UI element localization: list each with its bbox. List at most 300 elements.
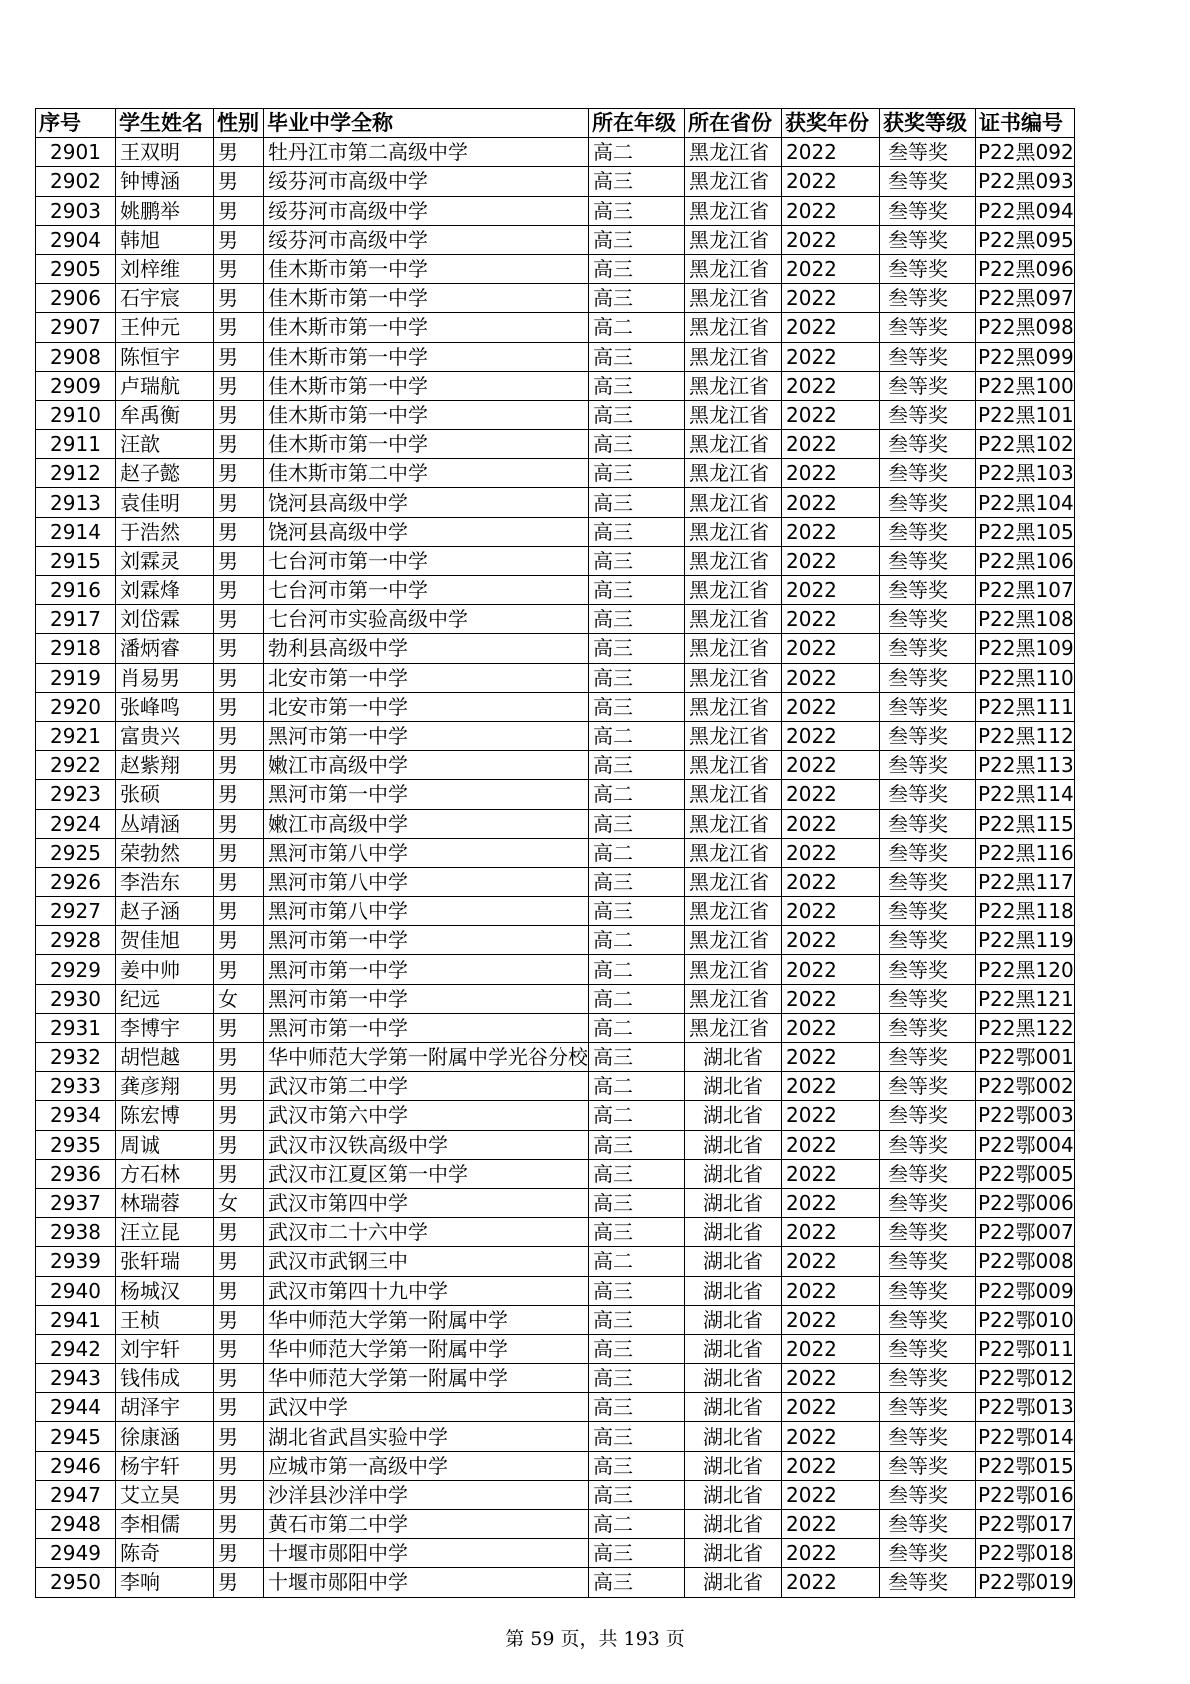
cell-cert: P22鄂003 <box>976 1101 1075 1130</box>
cell-school: 黑河市第一中学 <box>264 1013 589 1042</box>
cell-name: 杨宇轩 <box>116 1451 214 1480</box>
cell-year: 2022 <box>782 167 880 196</box>
cell-serial: 2942 <box>36 1334 116 1363</box>
table-row <box>36 284 1075 313</box>
cell-grade: 高三 <box>589 692 685 721</box>
cell-school: 华中师范大学第一附属中学 <box>264 1364 589 1393</box>
cell-name: 陈奇 <box>116 1539 214 1568</box>
cell-name: 刘霖烽 <box>116 576 214 605</box>
cell-year: 2022 <box>782 576 880 605</box>
cell-name: 徐康涵 <box>116 1422 214 1451</box>
cell-grade: 高二 <box>589 838 685 867</box>
cell-cert: P22鄂009 <box>976 1276 1075 1305</box>
cell-level: 叁等奖 <box>880 196 976 225</box>
cell-serial: 2919 <box>36 663 116 692</box>
cell-name: 赵紫翔 <box>116 751 214 780</box>
cell-serial: 2922 <box>36 751 116 780</box>
cell-gender: 女 <box>214 1188 264 1217</box>
cell-school: 饶河县高级中学 <box>264 517 589 546</box>
cell-cert: P22鄂005 <box>976 1159 1075 1188</box>
cell-year: 2022 <box>782 1247 880 1276</box>
cell-school: 勃利县高级中学 <box>264 634 589 663</box>
cell-grade: 高三 <box>589 1130 685 1159</box>
cell-cert: P22黑104 <box>976 488 1075 517</box>
cell-province: 黑龙江省 <box>685 284 782 313</box>
cell-serial: 2901 <box>36 138 116 167</box>
cell-name: 纪远 <box>116 984 214 1013</box>
cell-serial: 2920 <box>36 692 116 721</box>
table-row <box>36 809 1075 838</box>
cell-province: 湖北省 <box>685 1276 782 1305</box>
cell-grade: 高二 <box>589 955 685 984</box>
table-row <box>36 926 1075 955</box>
cell-name: 龚彦翔 <box>116 1072 214 1101</box>
cell-gender: 男 <box>214 371 264 400</box>
table-row <box>36 721 1075 750</box>
cell-gender: 男 <box>214 400 264 429</box>
cell-gender: 男 <box>214 196 264 225</box>
cell-school: 湖北省武昌实验中学 <box>264 1422 589 1451</box>
cell-gender: 男 <box>214 1043 264 1072</box>
table-row <box>36 634 1075 663</box>
cell-cert: P22黑116 <box>976 838 1075 867</box>
cell-province: 黑龙江省 <box>685 400 782 429</box>
cell-serial: 2907 <box>36 313 116 342</box>
table-row <box>36 1305 1075 1334</box>
cell-gender: 男 <box>214 926 264 955</box>
cell-grade: 高三 <box>589 225 685 254</box>
cell-level: 叁等奖 <box>880 809 976 838</box>
cell-name: 牟禹衡 <box>116 400 214 429</box>
cell-cert: P22黑111 <box>976 692 1075 721</box>
cell-level: 叁等奖 <box>880 1130 976 1159</box>
cell-school: 七台河市第一中学 <box>264 546 589 575</box>
cell-gender: 男 <box>214 1247 264 1276</box>
cell-province: 黑龙江省 <box>685 430 782 459</box>
cell-province: 黑龙江省 <box>685 313 782 342</box>
cell-name: 林瑞蓉 <box>116 1188 214 1217</box>
cell-cert: P22黑110 <box>976 663 1075 692</box>
cell-province: 黑龙江省 <box>685 138 782 167</box>
cell-serial: 2940 <box>36 1276 116 1305</box>
cell-school: 黑河市第八中学 <box>264 867 589 896</box>
cell-cert: P22黑115 <box>976 809 1075 838</box>
cell-province: 黑龙江省 <box>685 605 782 634</box>
table-row <box>36 838 1075 867</box>
cell-name: 于浩然 <box>116 517 214 546</box>
cell-school: 十堰市郧阳中学 <box>264 1539 589 1568</box>
table-row <box>36 1480 1075 1509</box>
table-row <box>36 663 1075 692</box>
cell-level: 叁等奖 <box>880 517 976 546</box>
cell-cert: P22黑108 <box>976 605 1075 634</box>
cell-province: 黑龙江省 <box>685 663 782 692</box>
cell-name: 卢瑞航 <box>116 371 214 400</box>
cell-level: 叁等奖 <box>880 400 976 429</box>
cell-year: 2022 <box>782 1364 880 1393</box>
cell-province: 湖北省 <box>685 1364 782 1393</box>
cell-province: 黑龙江省 <box>685 576 782 605</box>
cell-serial: 2904 <box>36 225 116 254</box>
cell-year: 2022 <box>782 1451 880 1480</box>
cell-grade: 高三 <box>589 517 685 546</box>
cell-gender: 男 <box>214 751 264 780</box>
cell-cert: P22黑093 <box>976 167 1075 196</box>
header-col-year: 获奖年份 <box>782 109 880 138</box>
cell-school: 嫩江市高级中学 <box>264 751 589 780</box>
cell-name: 方石林 <box>116 1159 214 1188</box>
table-row <box>36 1422 1075 1451</box>
cell-serial: 2911 <box>36 430 116 459</box>
table-row <box>36 1013 1075 1042</box>
cell-gender: 男 <box>214 955 264 984</box>
cell-name: 王桢 <box>116 1305 214 1334</box>
cell-school: 武汉市武钢三中 <box>264 1247 589 1276</box>
cell-year: 2022 <box>782 1568 880 1597</box>
cell-serial: 2931 <box>36 1013 116 1042</box>
cell-school: 七台河市第一中学 <box>264 576 589 605</box>
cell-level: 叁等奖 <box>880 371 976 400</box>
cell-gender: 男 <box>214 342 264 371</box>
cell-year: 2022 <box>782 634 880 663</box>
table-row <box>36 1364 1075 1393</box>
cell-serial: 2944 <box>36 1393 116 1422</box>
cell-serial: 2936 <box>36 1159 116 1188</box>
table-row <box>36 167 1075 196</box>
cell-gender: 男 <box>214 1451 264 1480</box>
cell-name: 钟博涵 <box>116 167 214 196</box>
cell-cert: P22黑102 <box>976 430 1075 459</box>
cell-name: 肖易男 <box>116 663 214 692</box>
cell-year: 2022 <box>782 1305 880 1334</box>
table-row <box>36 313 1075 342</box>
cell-serial: 2947 <box>36 1480 116 1509</box>
cell-serial: 2927 <box>36 897 116 926</box>
table-header-row <box>36 109 1075 138</box>
cell-year: 2022 <box>782 225 880 254</box>
cell-gender: 男 <box>214 809 264 838</box>
cell-year: 2022 <box>782 138 880 167</box>
cell-school: 华中师范大学第一附属中学 <box>264 1334 589 1363</box>
cell-level: 叁等奖 <box>880 984 976 1013</box>
cell-gender: 男 <box>214 546 264 575</box>
table-row <box>36 342 1075 371</box>
table-row <box>36 1451 1075 1480</box>
cell-school: 黑河市第一中学 <box>264 955 589 984</box>
cell-gender: 男 <box>214 459 264 488</box>
cell-name: 刘梓维 <box>116 254 214 283</box>
cell-school: 佳木斯市第一中学 <box>264 313 589 342</box>
cell-level: 叁等奖 <box>880 1072 976 1101</box>
cell-serial: 2916 <box>36 576 116 605</box>
cell-cert: P22鄂006 <box>976 1188 1075 1217</box>
cell-grade: 高三 <box>589 1393 685 1422</box>
cell-level: 叁等奖 <box>880 1247 976 1276</box>
cell-province: 黑龙江省 <box>685 692 782 721</box>
table-row <box>36 196 1075 225</box>
cell-year: 2022 <box>782 605 880 634</box>
cell-name: 李相儒 <box>116 1510 214 1539</box>
cell-grade: 高三 <box>589 1364 685 1393</box>
cell-serial: 2910 <box>36 400 116 429</box>
cell-grade: 高三 <box>589 751 685 780</box>
cell-cert: P22鄂017 <box>976 1510 1075 1539</box>
cell-province: 黑龙江省 <box>685 196 782 225</box>
cell-school: 十堰市郧阳中学 <box>264 1568 589 1597</box>
table-row <box>36 1101 1075 1130</box>
cell-cert: P22黑118 <box>976 897 1075 926</box>
cell-serial: 2933 <box>36 1072 116 1101</box>
cell-serial: 2946 <box>36 1451 116 1480</box>
cell-province: 湖北省 <box>685 1393 782 1422</box>
cell-grade: 高三 <box>589 342 685 371</box>
cell-name: 荣勃然 <box>116 838 214 867</box>
cell-province: 黑龙江省 <box>685 459 782 488</box>
cell-grade: 高三 <box>589 546 685 575</box>
cell-year: 2022 <box>782 196 880 225</box>
cell-year: 2022 <box>782 459 880 488</box>
cell-province: 湖北省 <box>685 1305 782 1334</box>
cell-year: 2022 <box>782 663 880 692</box>
cell-school: 黑河市第一中学 <box>264 984 589 1013</box>
cell-grade: 高二 <box>589 721 685 750</box>
cell-level: 叁等奖 <box>880 1013 976 1042</box>
cell-school: 武汉市汉铁高级中学 <box>264 1130 589 1159</box>
cell-level: 叁等奖 <box>880 1188 976 1217</box>
table-row <box>36 1218 1075 1247</box>
cell-level: 叁等奖 <box>880 780 976 809</box>
cell-school: 华中师范大学第一附属中学光谷分校 <box>264 1043 589 1072</box>
table-row <box>36 751 1075 780</box>
cell-level: 叁等奖 <box>880 1159 976 1188</box>
cell-serial: 2909 <box>36 371 116 400</box>
cell-gender: 男 <box>214 1305 264 1334</box>
table-row <box>36 1247 1075 1276</box>
cell-cert: P22黑101 <box>976 400 1075 429</box>
cell-serial: 2939 <box>36 1247 116 1276</box>
cell-grade: 高二 <box>589 1101 685 1130</box>
cell-province: 黑龙江省 <box>685 488 782 517</box>
cell-school: 武汉市第四中学 <box>264 1188 589 1217</box>
cell-level: 叁等奖 <box>880 1305 976 1334</box>
table-row <box>36 488 1075 517</box>
cell-year: 2022 <box>782 1276 880 1305</box>
cell-name: 赵子懿 <box>116 459 214 488</box>
cell-grade: 高三 <box>589 1305 685 1334</box>
header-col-province: 所在省份 <box>685 109 782 138</box>
header-col-level: 获奖等级 <box>880 109 976 138</box>
table-body <box>36 138 1075 1597</box>
cell-grade: 高三 <box>589 1159 685 1188</box>
cell-cert: P22黑112 <box>976 721 1075 750</box>
cell-gender: 男 <box>214 225 264 254</box>
cell-name: 艾立昊 <box>116 1480 214 1509</box>
cell-grade: 高三 <box>589 1451 685 1480</box>
cell-gender: 男 <box>214 313 264 342</box>
table-row <box>36 1072 1075 1101</box>
cell-name: 周诚 <box>116 1130 214 1159</box>
cell-school: 绥芬河市高级中学 <box>264 167 589 196</box>
cell-gender: 男 <box>214 1159 264 1188</box>
cell-grade: 高三 <box>589 809 685 838</box>
cell-level: 叁等奖 <box>880 838 976 867</box>
cell-level: 叁等奖 <box>880 663 976 692</box>
cell-cert: P22黑100 <box>976 371 1075 400</box>
table-row <box>36 1539 1075 1568</box>
cell-grade: 高三 <box>589 1568 685 1597</box>
cell-gender: 男 <box>214 1218 264 1247</box>
cell-school: 武汉市第六中学 <box>264 1101 589 1130</box>
cell-school: 绥芬河市高级中学 <box>264 225 589 254</box>
cell-province: 湖北省 <box>685 1247 782 1276</box>
cell-level: 叁等奖 <box>880 751 976 780</box>
cell-school: 武汉市第四十九中学 <box>264 1276 589 1305</box>
cell-province: 黑龙江省 <box>685 984 782 1013</box>
cell-cert: P22黑107 <box>976 576 1075 605</box>
cell-grade: 高三 <box>589 1188 685 1217</box>
cell-school: 嫩江市高级中学 <box>264 809 589 838</box>
cell-grade: 高三 <box>589 459 685 488</box>
cell-province: 湖北省 <box>685 1334 782 1363</box>
table-row <box>36 780 1075 809</box>
cell-level: 叁等奖 <box>880 692 976 721</box>
cell-year: 2022 <box>782 926 880 955</box>
cell-province: 湖北省 <box>685 1130 782 1159</box>
table-row <box>36 984 1075 1013</box>
cell-level: 叁等奖 <box>880 1393 976 1422</box>
cell-province: 黑龙江省 <box>685 634 782 663</box>
cell-grade: 高三 <box>589 167 685 196</box>
cell-name: 张硕 <box>116 780 214 809</box>
cell-serial: 2925 <box>36 838 116 867</box>
cell-grade: 高三 <box>589 897 685 926</box>
cell-year: 2022 <box>782 1188 880 1217</box>
cell-grade: 高三 <box>589 430 685 459</box>
cell-gender: 男 <box>214 897 264 926</box>
cell-province: 黑龙江省 <box>685 955 782 984</box>
cell-gender: 男 <box>214 1510 264 1539</box>
cell-name: 袁佳明 <box>116 488 214 517</box>
cell-name: 汪歆 <box>116 430 214 459</box>
cell-year: 2022 <box>782 1072 880 1101</box>
table-row <box>36 138 1075 167</box>
cell-cert: P22鄂018 <box>976 1539 1075 1568</box>
cell-cert: P22鄂011 <box>976 1334 1075 1363</box>
cell-level: 叁等奖 <box>880 605 976 634</box>
cell-name: 张峰鸣 <box>116 692 214 721</box>
cell-province: 湖北省 <box>685 1510 782 1539</box>
cell-cert: P22黑121 <box>976 984 1075 1013</box>
cell-level: 叁等奖 <box>880 459 976 488</box>
cell-gender: 男 <box>214 1393 264 1422</box>
cell-year: 2022 <box>782 1480 880 1509</box>
cell-school: 黑河市第八中学 <box>264 897 589 926</box>
cell-province: 黑龙江省 <box>685 721 782 750</box>
cell-year: 2022 <box>782 897 880 926</box>
cell-level: 叁等奖 <box>880 546 976 575</box>
cell-level: 叁等奖 <box>880 1539 976 1568</box>
cell-province: 黑龙江省 <box>685 780 782 809</box>
cell-serial: 2937 <box>36 1188 116 1217</box>
cell-gender: 男 <box>214 254 264 283</box>
cell-cert: P22黑097 <box>976 284 1075 313</box>
cell-level: 叁等奖 <box>880 225 976 254</box>
cell-name: 胡泽宇 <box>116 1393 214 1422</box>
cell-name: 赵子涵 <box>116 897 214 926</box>
cell-province: 湖北省 <box>685 1451 782 1480</box>
cell-serial: 2934 <box>36 1101 116 1130</box>
header-col-name: 学生姓名 <box>116 109 214 138</box>
cell-name: 李浩东 <box>116 867 214 896</box>
cell-name: 杨城汉 <box>116 1276 214 1305</box>
cell-school: 佳木斯市第一中学 <box>264 254 589 283</box>
cell-level: 叁等奖 <box>880 167 976 196</box>
cell-cert: P22黑103 <box>976 459 1075 488</box>
cell-serial: 2902 <box>36 167 116 196</box>
table-row <box>36 459 1075 488</box>
cell-cert: P22黑109 <box>976 634 1075 663</box>
cell-province: 黑龙江省 <box>685 167 782 196</box>
cell-province: 黑龙江省 <box>685 867 782 896</box>
cell-level: 叁等奖 <box>880 926 976 955</box>
cell-cert: P22鄂014 <box>976 1422 1075 1451</box>
cell-serial: 2908 <box>36 342 116 371</box>
cell-cert: P22鄂010 <box>976 1305 1075 1334</box>
cell-school: 武汉市二十六中学 <box>264 1218 589 1247</box>
page-number: 第 59 页，共 193 页 <box>505 1628 685 1650</box>
cell-name: 刘岱霖 <box>116 605 214 634</box>
cell-school: 绥芬河市高级中学 <box>264 196 589 225</box>
cell-school: 佳木斯市第一中学 <box>264 284 589 313</box>
cell-school: 黄石市第二中学 <box>264 1510 589 1539</box>
cell-year: 2022 <box>782 867 880 896</box>
cell-level: 叁等奖 <box>880 576 976 605</box>
cell-province: 湖北省 <box>685 1101 782 1130</box>
cell-serial: 2915 <box>36 546 116 575</box>
cell-serial: 2932 <box>36 1043 116 1072</box>
cell-school: 华中师范大学第一附属中学 <box>264 1305 589 1334</box>
cell-grade: 高三 <box>589 663 685 692</box>
cell-gender: 男 <box>214 488 264 517</box>
cell-school: 佳木斯市第一中学 <box>264 430 589 459</box>
cell-year: 2022 <box>782 284 880 313</box>
cell-province: 黑龙江省 <box>685 809 782 838</box>
table-row <box>36 371 1075 400</box>
cell-school: 佳木斯市第一中学 <box>264 400 589 429</box>
cell-cert: P22黑114 <box>976 780 1075 809</box>
table-row <box>36 430 1075 459</box>
cell-level: 叁等奖 <box>880 1451 976 1480</box>
cell-gender: 男 <box>214 1422 264 1451</box>
cell-serial: 2938 <box>36 1218 116 1247</box>
cell-year: 2022 <box>782 254 880 283</box>
cell-level: 叁等奖 <box>880 1364 976 1393</box>
cell-name: 富贵兴 <box>116 721 214 750</box>
cell-school: 黑河市第一中学 <box>264 780 589 809</box>
cell-gender: 男 <box>214 1072 264 1101</box>
cell-cert: P22黑119 <box>976 926 1075 955</box>
cell-level: 叁等奖 <box>880 313 976 342</box>
cell-province: 黑龙江省 <box>685 371 782 400</box>
table-row <box>36 605 1075 634</box>
cell-gender: 男 <box>214 605 264 634</box>
table-row <box>36 1276 1075 1305</box>
cell-grade: 高二 <box>589 926 685 955</box>
cell-name: 韩旭 <box>116 225 214 254</box>
cell-school: 黑河市第八中学 <box>264 838 589 867</box>
cell-year: 2022 <box>782 1218 880 1247</box>
cell-grade: 高三 <box>589 576 685 605</box>
